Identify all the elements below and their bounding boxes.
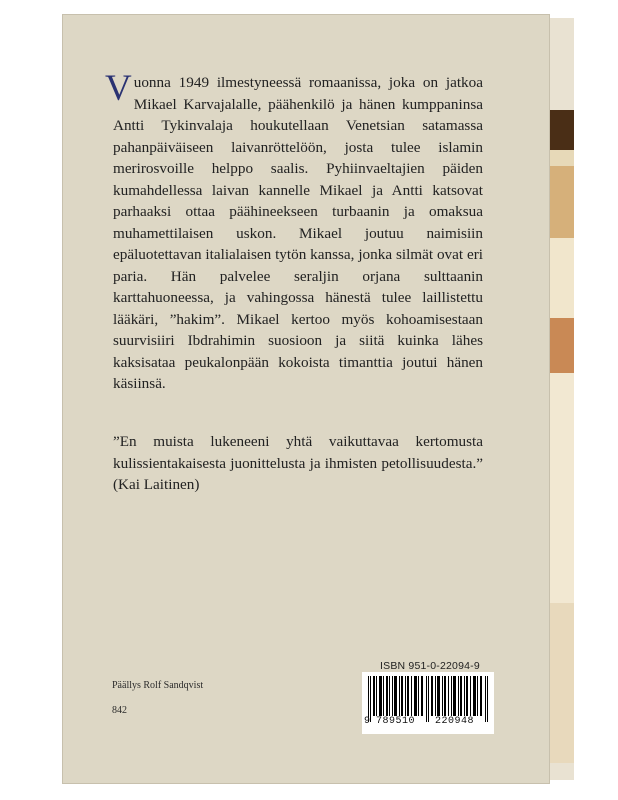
blurb-text: uonna 1949 ilmestyneessä romaanissa, joka on jatkoa Mikael Karvajalalle, päähenkilö ja hänen kumppaninsa Antti Tykinvalaja houkutellaan Venetsian satamassa pahanpäiväiseen laivanröttelöön, josta tulee islamin merirosvoille helppo saalis. Pyhiinvaeltajien päiden kumahdellessa laivan kannelle Mikael ja Antti katsovat parhaaksi ottaa päähineekseen turbaanin ja omaksua muhamettilaisen uskon. Mikael joutuu naimisiin epäluotettavan italialaisen tytön kanssa, jonka silmät ovat eri paria. Hän palvelee seraljin orjana sulttaanin karttahuoneessa, ja vahingossa hänestä tulee laillistettu lääkäri, ”hakim”. Mikael kertoo myös kohoamisestaan suurvisiiri Ibdrahimin suosioon ja siitä kuinka lähes kaksisataa peukalonpään kokoista timanttia joutui hänen käsiinsä. bbox=[113, 74, 483, 392]
blurb-paragraph bbox=[105, 68, 483, 395]
barcode-group-1: 789510 bbox=[376, 716, 416, 727]
barcode-lead-digit: 9 bbox=[364, 716, 371, 727]
review-quote: ”En muista lukeneeni yhtä vaikuttavaa kertomusta kulissientakaisesta juonittelusta ja ihmisten petollisuudesta.” (Kai Laitinen) bbox=[113, 433, 483, 493]
barcode-digits bbox=[364, 716, 494, 727]
isbn-label: ISBN 951-0-22094-9 bbox=[380, 660, 480, 672]
product-code: 842 bbox=[112, 705, 127, 716]
drop-cap: V bbox=[105, 68, 132, 109]
cover-credit: Päällys Rolf Sandqvist bbox=[112, 680, 204, 691]
barcode-group-2: 220948 bbox=[435, 716, 475, 727]
